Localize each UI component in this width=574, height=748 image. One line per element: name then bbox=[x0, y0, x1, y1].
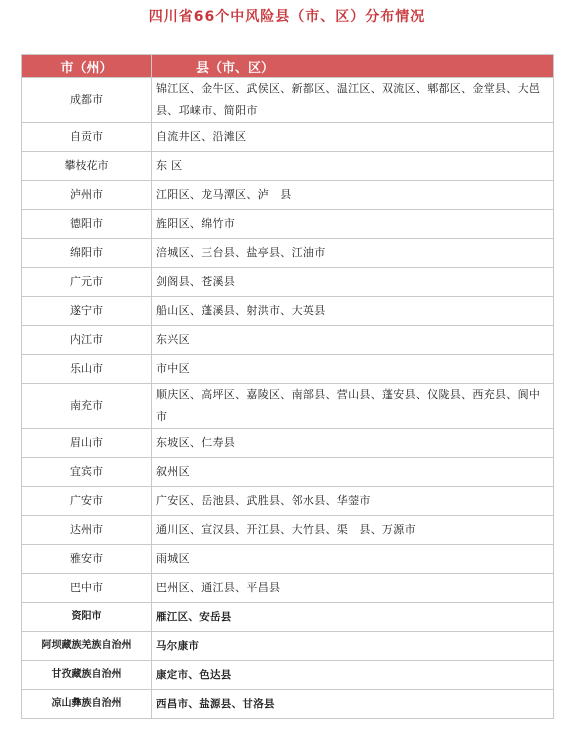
counties-cell: 西昌市、盐源县、甘洛县 bbox=[152, 690, 554, 719]
table-row bbox=[22, 181, 554, 210]
counties-cell: 叙州区 bbox=[152, 458, 554, 487]
table-row bbox=[22, 355, 554, 384]
table-row bbox=[22, 661, 554, 690]
counties-cell: 江阳区、龙马潭区、泸 县 bbox=[152, 181, 554, 210]
risk-county-table bbox=[21, 54, 554, 719]
table-row bbox=[22, 384, 554, 429]
city-cell: 凉山彝族自治州 bbox=[22, 690, 152, 719]
counties-cell: 市中区 bbox=[152, 355, 554, 384]
city-cell: 德阳市 bbox=[22, 210, 152, 239]
city-cell: 巴中市 bbox=[22, 574, 152, 603]
counties-cell: 康定市、色达县 bbox=[152, 661, 554, 690]
city-cell: 南充市 bbox=[22, 384, 152, 429]
table-row bbox=[22, 78, 554, 123]
table-row bbox=[22, 152, 554, 181]
city-cell: 遂宁市 bbox=[22, 297, 152, 326]
city-cell: 泸州市 bbox=[22, 181, 152, 210]
city-cell: 眉山市 bbox=[22, 429, 152, 458]
city-cell: 乐山市 bbox=[22, 355, 152, 384]
city-cell: 宜宾市 bbox=[22, 458, 152, 487]
table-row bbox=[22, 429, 554, 458]
table-row bbox=[22, 516, 554, 545]
counties-cell: 涪城区、三台县、盐亭县、江油市 bbox=[152, 239, 554, 268]
city-cell: 自贡市 bbox=[22, 123, 152, 152]
table-row bbox=[22, 210, 554, 239]
counties-cell: 顺庆区、高坪区、嘉陵区、南部县、营山县、蓬安县、仪陇县、西充县、阆中市 bbox=[152, 384, 554, 429]
table-row bbox=[22, 632, 554, 661]
counties-cell: 通川区、宣汉县、开江县、大竹县、渠 县、万源市 bbox=[152, 516, 554, 545]
city-cell: 达州市 bbox=[22, 516, 152, 545]
table-row bbox=[22, 326, 554, 355]
table-header-row bbox=[22, 55, 554, 78]
counties-cell: 剑阁县、苍溪县 bbox=[152, 268, 554, 297]
city-cell: 内江市 bbox=[22, 326, 152, 355]
table-row bbox=[22, 239, 554, 268]
table-row bbox=[22, 458, 554, 487]
city-cell: 雅安市 bbox=[22, 545, 152, 574]
city-cell: 攀枝花市 bbox=[22, 152, 152, 181]
city-cell: 广安市 bbox=[22, 487, 152, 516]
counties-cell: 东兴区 bbox=[152, 326, 554, 355]
table-row bbox=[22, 487, 554, 516]
city-cell: 资阳市 bbox=[22, 603, 152, 632]
counties-cell: 雨城区 bbox=[152, 545, 554, 574]
counties-cell: 自流井区、沿滩区 bbox=[152, 123, 554, 152]
counties-cell: 东坡区、仁寿县 bbox=[152, 429, 554, 458]
counties-cell: 旌阳区、绵竹市 bbox=[152, 210, 554, 239]
table-row bbox=[22, 574, 554, 603]
table-row bbox=[22, 603, 554, 632]
table-row bbox=[22, 123, 554, 152]
counties-cell: 锦江区、金牛区、武侯区、新都区、温江区、双流区、郫都区、金堂县、大邑县、邛崃市、简阳市 bbox=[152, 78, 554, 123]
counties-cell: 巴州区、通江县、平昌县 bbox=[152, 574, 554, 603]
city-cell: 成都市 bbox=[22, 78, 152, 123]
table-row bbox=[22, 545, 554, 574]
counties-cell: 雁江区、安岳县 bbox=[152, 603, 554, 632]
city-cell: 广元市 bbox=[22, 268, 152, 297]
table-row bbox=[22, 297, 554, 326]
counties-cell: 东 区 bbox=[152, 152, 554, 181]
page-title: 四川省66个中风险县（市、区）分布情况 bbox=[148, 9, 426, 25]
table-row bbox=[22, 690, 554, 719]
counties-cell: 广安区、岳池县、武胜县、邻水县、华蓥市 bbox=[152, 487, 554, 516]
column-header-city: 市（州） bbox=[22, 55, 152, 78]
counties-cell: 船山区、蓬溪县、射洪市、大英县 bbox=[152, 297, 554, 326]
city-cell: 绵阳市 bbox=[22, 239, 152, 268]
column-header-counties: 县（市、区） bbox=[152, 55, 554, 78]
city-cell: 阿坝藏族羌族自治州 bbox=[22, 632, 152, 661]
city-cell: 甘孜藏族自治州 bbox=[22, 661, 152, 690]
counties-cell: 马尔康市 bbox=[152, 632, 554, 661]
table-row bbox=[22, 268, 554, 297]
